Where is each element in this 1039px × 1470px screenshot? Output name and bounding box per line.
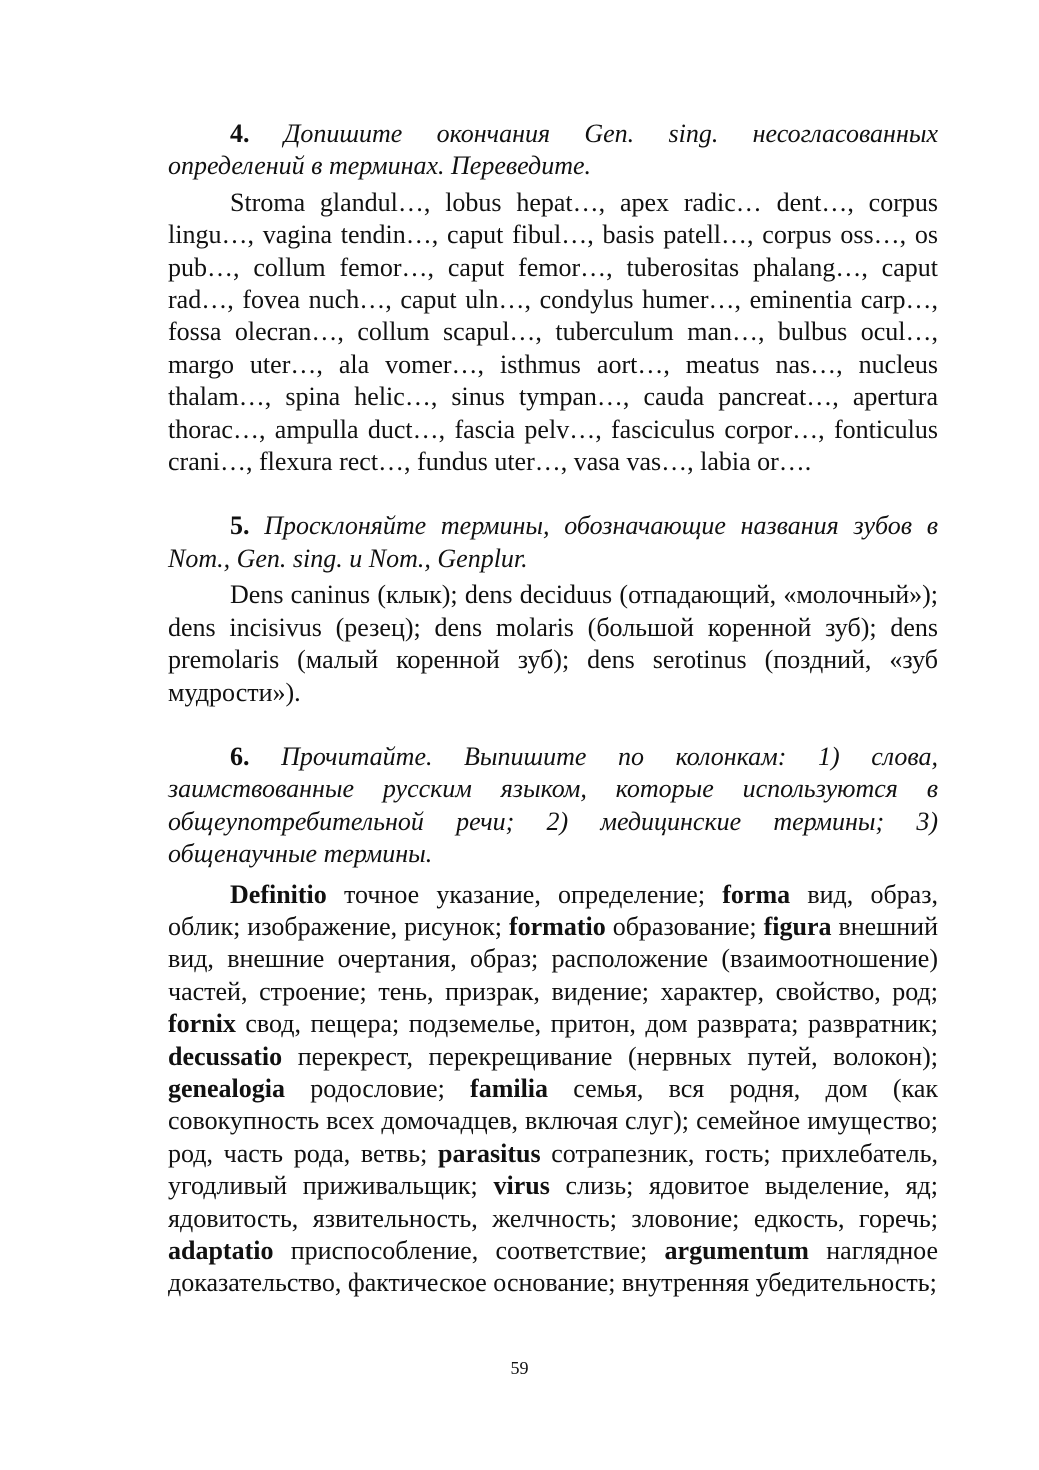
task-4-instruction-text: Допишите окончания Gen. sing. несогласованных определений в терминах. Переведите. [168,119,939,181]
term-decussatio: decussatio [168,1041,283,1071]
page-content [168,118,938,1300]
term-fornix: fornix [168,1009,236,1039]
gloss-figura: внешний вид, внешние очертания, образ; расположение (взаимоотношение) частей, строение; тень, призрак, видение; характер, свойство, род; [168,911,938,1006]
term-definitio: Definitio [230,879,327,909]
term-argumentum: argumentum [664,1236,809,1265]
term-familia: familia [470,1073,549,1103]
term-parasitus: parasitus [437,1138,541,1168]
term-forma: forma [722,879,791,909]
term-genealogia: genealogia [168,1073,285,1103]
gloss-forma: вид, образ, облик; изображение, рисунок; [168,879,938,941]
page-number: 59 [510,1358,529,1378]
gloss-decussatio: перекрест, перекрещивание (нервных путей, волокон); [282,1041,938,1071]
gloss-genealogia: родословие; [285,1073,471,1103]
gloss-virus: слизь; ядовитое выделение, яд; ядовитость, язвительность, желчность; зловоние; едкость, горечь; [168,1171,939,1233]
task-4-number: 4. [230,119,250,148]
task-4-instruction [168,118,938,183]
term-virus: virus [493,1171,550,1201]
gloss-adaptatio: приспособление, соответствие; [273,1236,665,1265]
term-formatio: formatio [508,911,606,941]
term-figura: figura [763,911,832,941]
task-4-body: Stroma glandul…, lobus hepat…, apex radic… dent…, corpus lingu…, vagina tendin…, caput fibul…, basis patell…, corpus oss…, os pub…, collum femor…, caput femor…, tuberositas phalang…, caput rad…, fovea nuch…, caput uln…, condylus humer…, eminentia carp…, fossa olecran…, collum scapul…, tuberculum man…, bulbus ocul…, margo uter…, ala vomer…, isthmus aort…, meatus nas…, nucleus thalam…, spina helic…, sinus tympan…, cauda pancreat…, apertura thorac…, ampulla duct…, fascia pelv…, fasciculus corpor…, fonticulus crani…, flexura rect…, fundus uter…, vasa vas…, labia or…. [168,187,938,477]
gloss-familia: семья, вся родня, дом (как совокупность всех домочадцев, включая слуг); семейное имущество; род, часть рода, ветвь; [168,1073,938,1168]
task-6-instruction [168,741,938,871]
task-6-number: 6. [230,741,250,771]
task-6-instruction-text: Прочитайте. Выпишите по колонкам: 1) слова, заимствованные русским языком, которые используются в общеупотребительной речи; 2) медицинские термины; 3) общенаучные термины. [168,741,939,869]
task-5-number: 5. [230,511,250,541]
task-5-instruction-text: Просклоняйте термины, обозначающие названия зубов в Nom., Gen. sing. и Nom., Genplur. [168,511,939,573]
task-6-body [168,879,938,1300]
gloss-fornix: свод, пещера; подземелье, притон, дом разврата; развратник; [235,1009,938,1039]
gloss-argumentum: наглядное доказательство, фактическое основание; внутренняя убедительность; [168,1236,938,1298]
task-5-body: Dens caninus (клык); dens deciduus (отпадающий, «молочный»); dens incisivus (резец); dens molaris (большой коренной зуб); dens premolaris (малый коренной зуб); dens serotinus (поздний, «зуб мудрости»). [168,580,938,707]
gloss-definitio: точное указание, определение; [326,879,723,909]
gloss-formatio: образование; [605,911,764,941]
gloss-parasitus: сотрапезник, гость; прихлебатель, угодливый приживальщик; [168,1138,938,1201]
term-adaptatio: adaptatio [168,1236,274,1265]
task-5-instruction [168,510,938,575]
